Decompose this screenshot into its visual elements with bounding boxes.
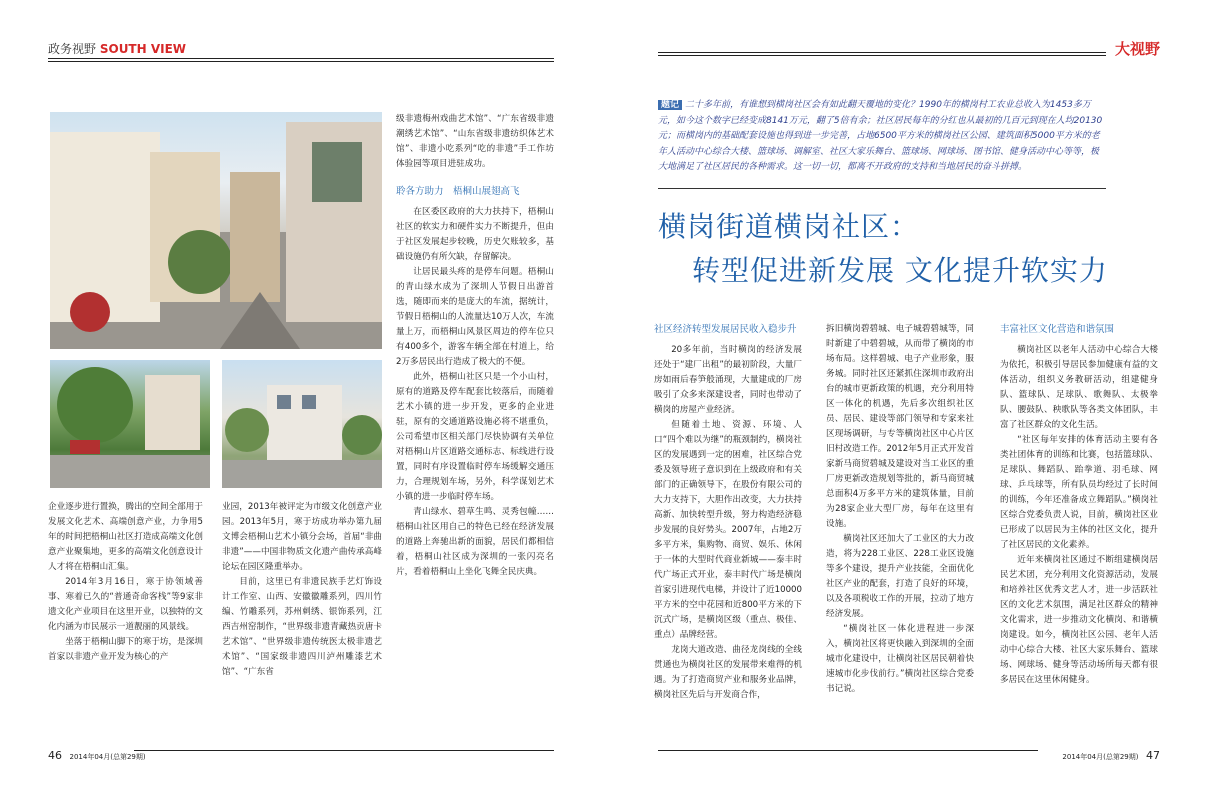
right-column-1: [654, 322, 802, 703]
header-rule: [48, 61, 554, 62]
paragraph: 横岗社区还加大了工业区的大力改造，将为228工业区、228工业区设施等多个建设，提升产业技能，全面优化社区产业的配套，打造了良好的环境，以及各项税收工作的开展，拉动了地方经济发展。: [826, 534, 974, 619]
right-header: 大视野: [1114, 40, 1160, 58]
left-header: [48, 40, 186, 57]
paragraph: 拆旧横岗碧碧城、电子城碧碧城等，同时新建了中碧碧城，从而带了横岗的市场布局。这样碧城、电子产业形象，服务城。同时社区还紧抓住深圳市政府出台的城市更新政策的机遇，充分利用特区一体化的机遇，先后多次组织社区员、居民、建设等部门领导和专家来社区现场调研，与专等横岗社区中心片区旧村改造工作。2012年5月正式开发首家新马商贸碧城及建设对当工业区的重厂房更新改造规划等批的，新马商贸城总面积4万多平方米的建筑体量，目前为28家企业大型厂房，每年在这里有设施。: [826, 324, 974, 529]
section-subhead: 社区经济转型发展居民收入稳步升: [654, 324, 797, 335]
paragraph: 2014年3月16日，寒于协领域善事、寒着已久的“普通奇命客栈”等9家非遗文化产业项目在这里开业，以独特的文化内涵为市民展示一道靓丽的风景线。: [48, 577, 203, 632]
right-column-3: [1000, 322, 1158, 688]
left-column-3: [396, 112, 554, 580]
lead-paragraph: [658, 98, 1106, 176]
paragraph: 青山绿水、碧草生鸣、灵秀包幢……梧桐山社区用自己的特色已经在经济发展的道路上奔驰出新的面貌，居民们都相信着，梧桐山社区成为深圳的一张闪亮名片，看着梧桐山上坐化飞舞全民庆典。: [396, 507, 554, 577]
header-rule: [48, 58, 554, 59]
article-title-line1: 横岗街道横岗社区：: [658, 210, 920, 243]
section-label: 政务视野: [48, 42, 97, 56]
right-page: [604, 0, 1208, 788]
south-view-logo: SOUTH VIEW: [99, 42, 187, 56]
paragraph: 坐落于梧桐山脚下的寒于坊，是深圳首家以非遗产业开发为核心的产: [48, 637, 203, 662]
paragraph: 在区委区政府的大力扶持下，梧桐山社区的软实力和硬件实力不断提升，但由于社区发展起步较晚，历史欠账较多，基础设施仍有所欠缺，存留解决。: [396, 207, 554, 262]
issue-label: 2014年04月(总第29期): [1062, 753, 1139, 761]
section-subhead: 聆各方助力 梧桐山展翅高飞: [396, 186, 520, 197]
street-photo: [50, 112, 382, 349]
page-number: 47: [1146, 749, 1160, 762]
paragraph: 龙岗大道改造、曲径龙岗线的全线贯通也为横岗社区的发展带来难得的机遇。为了打造商贸产业和服务业品牌，横岗社区先后与开发商合作，: [654, 645, 802, 700]
paragraph: 近年来横岗社区通过不断组建横岗居民艺术团，充分利用文化资源活动，发展和培养社区优秀文艺人才，进一步活跃社区的文化艺术氛围，满足社区群众的精神文化需求，进一步推动文化横岗、和谐横岗建设。如今，横岗社区公园、老年人活动中心综合大楼、社区大家乐舞台、篮球场、网球场、健身等活动场所每天都有很多居民在这里休闲健身。: [1000, 555, 1158, 685]
section-subhead: 丰富社区文化营造和谐氛围: [1000, 324, 1115, 335]
footer-rule: [134, 750, 554, 751]
left-footer: [48, 749, 146, 762]
page-number: 46: [48, 749, 62, 762]
right-footer: [1062, 749, 1160, 762]
left-column-2: [222, 500, 382, 680]
left-column-1: [48, 500, 203, 665]
paragraph: “社区每年安排的体育活动主要有各类社团体育的训练和比赛，包括篮球队、足球队、舞蹈队、跆拳道、羽毛球、网球、乒乓球等，所有队员均经过了长时间的训练，今年还准备成立舞蹈队。”横岗社区综合党委负责人说，目前，横岗社区业已形成了以居民为主体的社区文化，提升了社区居民的文化素养。: [1000, 435, 1158, 550]
building-photo: [222, 360, 382, 488]
right-column-2: [826, 322, 974, 697]
lead-text: 二十多年前，有谁想到横岗社区会有如此翻天覆地的变化？1990年的横岗村工农业总收入为1453多万元，如今这个数字已经变成8141万元，翻了5倍有余；社区居民每年的分红也从最初的几百元到现在人均20130元；而横岗内的基础配套设施也得到进一步完善，占地6500平方米的横岗社区公园、建筑面积5000平方米的老年人活动中心综合大楼、篮球场、调解室、社区大家乐舞台、篮球场、网球场、图书馆、健身活动中心等等，极大地满足了社区居民的各种需求。这一切一切，都离不开政府的支持和当地居民的奋斗拼搏。: [658, 100, 1103, 172]
article-title-line2: 转型促进新发展 文化提升软实力: [692, 254, 1108, 287]
issue-label: 2014年04月(总第29期): [69, 753, 146, 761]
footer-rule: [658, 750, 1038, 751]
paragraph: 横岗社区以老年人活动中心综合大楼为依托，积极引导居民参加健康有益的文体活动，组织义务教研活动，组建健身队、篮球队、足球队、歌舞队、太极拳队、腰鼓队、秧歌队等各类文体团队，丰富了社区群众的文化生活。: [1000, 345, 1158, 430]
header-rule: [658, 52, 1106, 53]
paragraph: 让居民最头疼的是停车问题。梧桐山的青山绿水成为了深圳人节假日出游首选，随即而来的是庞大的车流，据统计，节假日梧桐山的人流量达10万人次，车流量上万，而梧桐山风景区周边的停车位只有400多个，游客车辆全部在村道上，给2万多居民出行造成了极大的不便。: [396, 267, 554, 367]
paragraph: “横岗社区一体化进程进一步深入，横岗社区将更快融入到深圳的全面城市化建设中，让横岗社区居民朝着快速城市化步伐前行。”横岗社区综合党委书记说。: [826, 624, 974, 694]
lead-rule: [658, 188, 1106, 189]
header-rule: [658, 55, 1106, 56]
paragraph: 但随着土地、资源、环境、人口“四个难以为继”的瓶颈制约，横岗社区的发展遇到一定的困难，社区综合党委及领导班子意识到在上级政府和有关部门的正确领导下，在股份有限公司的大力支持下，大胆作出改变，大力扶持高新、加快转型升级，努力构造经济稳步发展的良好势头。2007年，占地2万多平方米，集购物、商贸、娱乐、休闲于一体的大型时代商业新城——泰丰时代广场正式开业，泰丰时代广场是横岗首家引进现代电梯，并设计了近10000平方米的空中花园和近800平方米的下沉式广场，是横岗区级（重点、极佳、重点）品牌经营。: [654, 420, 802, 640]
paragraph: 此外，梧桐山社区只是一个小山村，原有的道路及停车配套比较落后，而随着艺术小镇的进一步开发，更多的企业进驻，原有的交通道路设施必将不堪重负，公司希望市区相关部门尽快协调有关单位对梧桐山片区道路交通标志、标线进行设置，同时有序设置临时停车场缓解交通压力，合理规划车场，另外，科学谋划艺术小镇的进一步临时停车场。: [396, 372, 554, 502]
paragraph: 业园，2013年被评定为市级文化创意产业园。2013年5月，寒于坊成功举办第九届文博会梧桐山艺术小镇分会场，首届“非曲非遗”——中国非物质文化遗产曲传承高峰论坛在园区隆重举办。: [222, 502, 382, 572]
paragraph: 企业逐步进行置换，腾出的空间全部用于发展文化艺术、高端创意产业，力争用5年的时间把梧桐山社区打造成高端文化创意产业聚集地，更多的高端文化创意设计人才将在梧桐山汇集。: [48, 502, 203, 572]
paragraph: 目前，这里已有非遗民族手艺灯饰设计工作室、山西、安徽徽雕系列，四川竹编、竹雕系列，苏州刺绣、银饰系列，江西吉州窑制作，“世界级非遗青藏热贡唐卡艺术馆”、“世界级非遗传统医太极非遗艺术馆”、“国家级非遗四川泸州雕漆艺术馆”、“广东省: [222, 577, 382, 677]
paragraph: 20多年前，当时横岗的经济发展还处于“建厂出租”的最初阶段，大量厂房如雨后春笋般涌现，大量建成的厂房吸引了众多来深建设者，同时也带动了横岗的房屋产业经济。: [654, 345, 802, 415]
paragraph: 级非遗梅州戏曲艺术馆”、“广东省级非遗潮绣艺术馆”、“山东省级非遗纺织体艺术馆”、非遗小吃系列“吃的非遗”手工作坊体验园等项目进驻成功。: [396, 114, 554, 169]
tree-photo: [50, 360, 210, 488]
lead-tag: 题记: [658, 100, 682, 110]
